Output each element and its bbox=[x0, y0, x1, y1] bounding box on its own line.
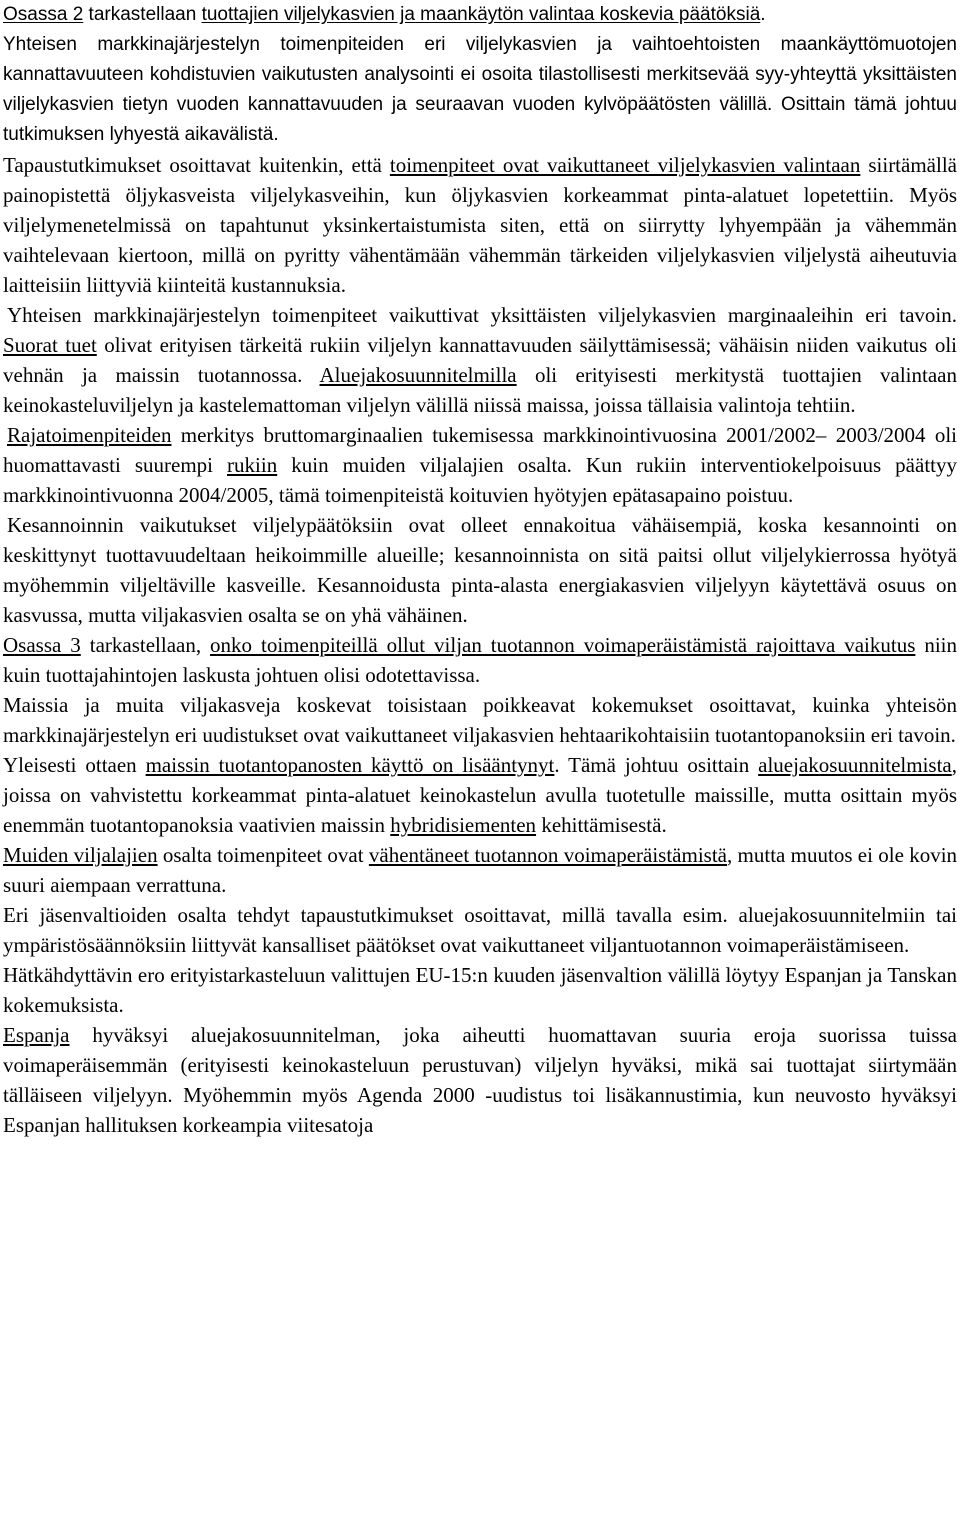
text-run: oli erityisesti merkitystä tuottajien valintaan keinokasteluviljelyn ja kastelemattoman viljelyn välillä niissä maissa, joissa tällaisia valintoja tehtiin. bbox=[3, 363, 957, 417]
text-run: Tapaustutkimukset osoittavat kuitenkin, että bbox=[3, 153, 390, 177]
text-run: niin kuin tuottajahintojen laskusta johtuen olisi odotettavissa. bbox=[3, 633, 958, 687]
underlined-text: tuottajien viljelykasvien ja maankäytön valintaa koskevia päätöksiä bbox=[201, 4, 761, 25]
underlined-text: onko toimenpiteillä ollut viljan tuotannon voimaperäistämistä rajoittava vaikutus bbox=[210, 633, 916, 657]
paragraph bbox=[0, 1020, 960, 1140]
paragraph bbox=[0, 420, 960, 510]
paragraph bbox=[0, 960, 960, 1020]
paragraph bbox=[0, 750, 960, 840]
text-run: Yhteisen markkinajärjestelyn toimenpiteet vaikuttivat yksittäisten viljelykasvien marginaaleihin eri tavoin. bbox=[7, 303, 957, 327]
text-run: , mutta muutos ei ole kovin suuri aiempaan verrattuna. bbox=[3, 843, 958, 897]
text-run: Kesannoinnin vaikutukset viljelypäätöksiin ovat olleet ennakoitua vähäisempiä, koska kesannointi on keskittynyt tuottavuudeltaan heikoimmille alueille; kesannoinnista on sitä paitsi ollut viljelykierrossa hyötyä myöhemmin viljeltäville kasveille. Kesannoidusta pinta-alasta energiakasvien viljelyyn käytettävä osuus on kasvussa, mutta viljakasvien osalta se on yhä vähäinen. bbox=[3, 513, 957, 627]
text-run: osalta toimenpiteet ovat bbox=[157, 843, 369, 867]
text-run: olivat erityisen tärkeitä rukiin viljelyn kannattavuuden säilyttämisessä; vähäisin niiden vaikutus oli vehnän ja maissin tuotannossa. bbox=[3, 333, 957, 387]
text-run: . Tämä johtuu osittain bbox=[554, 753, 759, 777]
paragraph bbox=[0, 150, 960, 300]
paragraph bbox=[0, 900, 960, 960]
underlined-text: Espanja bbox=[3, 1023, 70, 1047]
underlined-text: Osassa 2 bbox=[3, 4, 84, 25]
underlined-text: rukiin bbox=[227, 453, 278, 477]
underlined-text: Aluejakosuunnitelmilla bbox=[319, 363, 517, 387]
paragraph bbox=[0, 0, 960, 30]
paragraph bbox=[0, 510, 960, 630]
underlined-text: Suorat tuet bbox=[3, 333, 97, 357]
text-run: , joissa on vahvistettu korkeammat pinta-alatuet keinokastelun avulla tuotetulle maissille, mutta osittain myös enemmän tuotantopanoksia vaativien maissin bbox=[3, 753, 957, 837]
text-run: siirtämällä painopistettä öljykasveista viljelykasveihin, kun öljykasvien korkeammat pinta-alatuet lopetettiin. Myös viljelymenetelmissä on tapahtunut yksinkertaistumista siten, että on siirrytty lyhyempään ja vähemmän vaihtelevaan kiertoon, millä on pyritty vähentämään vähemmän tärkeiden viljelykasvien viljelystä aiheutuvia laitteisiin liittyviä kiinteitä kustannuksia. bbox=[3, 153, 957, 297]
text-run: hyväksyi aluejakosuunnitelman, joka aiheutti huomattavan suuria eroja suorissa tuissa voimaperäisemmän (erityisesti keinokasteluun perustuvan) viljelyn hyväksi, mikä sai tuottajat siirtymään tälläiseen viljelyyn. Myöhemmin myös Agenda 2000 -uudistus toi lisäkannustimia, kun neuvosto hyväksyi Espanjan hallituksen korkeampia viitesatoja bbox=[3, 1023, 957, 1137]
underlined-text: toimenpiteet ovat vaikuttaneet viljelykasvien valintaan bbox=[389, 153, 861, 177]
text-run: Maissia ja muita viljakasveja koskevat toisistaan poikkeavat kokemukset osoittavat, kuinka yhteisön markkinajärjestelyn eri uudistukset ovat vaikuttaneet viljakasvien hehtaarikohtaisiin tuotantopanoksiin eri tavoin. bbox=[3, 693, 957, 747]
paragraph bbox=[0, 30, 960, 150]
underlined-text: Rajatoimenpiteiden bbox=[7, 423, 172, 447]
text-run: kuin muiden viljalajien osalta. Kun rukiin interventiokelpoisuus päättyy markkinointivuonna 2004/2005, tämä toimenpiteistä koituvien hyötyjen epätasapaino poistuu. bbox=[3, 453, 957, 507]
text-run: Hätkähdyttävin ero erityistarkasteluun valittujen EU-15:n kuuden jäsenvaltion välillä löytyy Espanjan ja Tanskan kokemuksista. bbox=[3, 963, 957, 1017]
text-run: Yleisesti ottaen bbox=[3, 753, 146, 777]
text-run: tarkastellaan, bbox=[80, 633, 211, 657]
text-run: tarkastellaan bbox=[83, 4, 202, 25]
underlined-text: maissin tuotantopanosten käyttö on lisääntynyt bbox=[145, 753, 555, 777]
underlined-text: aluejakosuunnitelmista bbox=[758, 753, 952, 777]
paragraph bbox=[0, 840, 960, 900]
text-run: . bbox=[760, 4, 766, 25]
underlined-text: vähentäneet tuotannon voimaperäistämistä bbox=[368, 843, 728, 867]
underlined-text: hybridisiementen bbox=[390, 813, 537, 837]
text-run: Yhteisen markkinajärjestelyn toimenpiteiden eri viljelykasvien ja vaihtoehtoisten maankäyttömuotojen kannattavuuteen kohdistuvien vaikutusten analysointi ei osoita tilastollisesti merkitsevää syy-yhteyttä yksittäisten viljelykasvien tietyn vuoden kannattavuuden ja seuraavan vuoden kylvöpäätösten välillä. Osittain tämä johtuu tutkimuksen lyhyestä aikavälistä. bbox=[3, 34, 957, 145]
underlined-text: Osassa 3 bbox=[3, 633, 81, 657]
text-run: merkitys bruttomarginaalien tukemisessa markkinointivuosina 2001/2002– 2003/2004 oli huomattavasti suurempi bbox=[3, 423, 957, 477]
underlined-text: Muiden viljalajien bbox=[3, 843, 158, 867]
paragraph bbox=[0, 300, 960, 420]
text-run: kehittämisestä. bbox=[536, 813, 667, 837]
paragraph bbox=[0, 630, 960, 690]
text-run: Eri jäsenvaltioiden osalta tehdyt tapaustutkimukset osoittavat, millä tavalla esim. aluejakosuunnitelmiin tai ympäristösäännöksiin liittyvät kansalliset päätökset ovat vaikuttaneet viljantuotannon voimaperäistämiseen. bbox=[3, 903, 957, 957]
paragraph bbox=[0, 690, 960, 750]
